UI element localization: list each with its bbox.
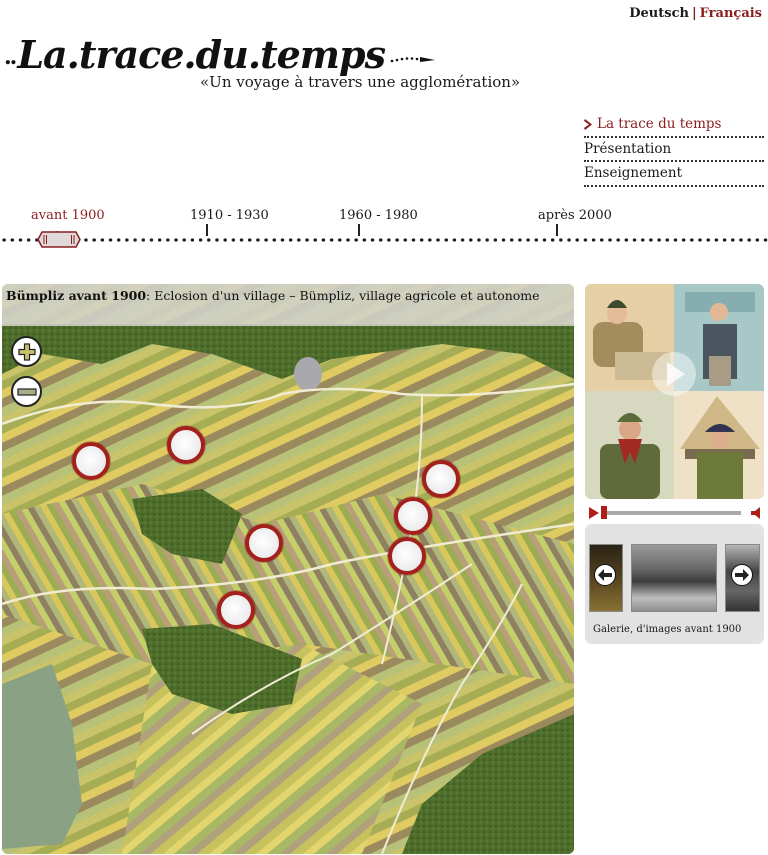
map-caption-colon: : — [146, 288, 151, 303]
timeline-tick — [206, 224, 208, 236]
gallery-caption: Galerie, d'images avant 1900 — [593, 624, 742, 635]
video-progress-knob[interactable] — [601, 506, 607, 519]
video-player[interactable] — [585, 284, 764, 499]
arrow-right-icon — [735, 569, 749, 581]
map-marker[interactable] — [167, 426, 205, 464]
video-controls — [587, 505, 763, 521]
gallery-thumbnail[interactable] — [631, 544, 717, 612]
timeline-period-avant-1900[interactable]: avant 1900 — [31, 208, 105, 223]
logo-title: La.trace.du.temps — [17, 32, 385, 77]
lang-separator: | — [691, 6, 697, 21]
timeline-tick — [358, 224, 360, 236]
plus-icon — [18, 343, 36, 361]
nav-item-label: Présentation — [584, 140, 672, 157]
nav-item-label: La trace du temps — [597, 116, 722, 133]
map-marker[interactable] — [388, 537, 426, 575]
tagline: «Un voyage à travers une agglomération» — [200, 73, 521, 91]
nav-item-label: Enseignement — [584, 165, 683, 182]
map-marker[interactable] — [72, 442, 110, 480]
timeline-track[interactable] — [0, 238, 768, 242]
map-marker[interactable] — [217, 591, 255, 629]
map-caption-text: Eclosion d'un village – Bümpliz, village agricole et autonome — [150, 288, 540, 303]
minus-icon — [17, 388, 37, 396]
map-viewport[interactable] — [2, 284, 574, 854]
timeline — [0, 200, 768, 260]
map-illustration — [2, 284, 574, 854]
map-marker[interactable] — [394, 497, 432, 535]
map-marker[interactable] — [245, 524, 283, 562]
map-caption-title: Bümpliz avant 1900 — [6, 288, 147, 303]
nav-item-presentation[interactable] — [584, 138, 764, 163]
chevron-right-icon — [584, 119, 593, 130]
map-caption — [2, 284, 574, 326]
timeline-tick — [556, 224, 558, 236]
timeline-period-1960-1980[interactable]: 1960 - 1980 — [339, 208, 418, 223]
nav-item-enseignement[interactable] — [584, 162, 764, 187]
map-marker[interactable] — [422, 460, 460, 498]
logo-arrow-icon — [389, 52, 437, 66]
lang-francais-link[interactable]: Français — [699, 6, 762, 21]
logo-dots-decoration: .. — [4, 44, 16, 70]
language-switcher — [629, 6, 762, 21]
arrow-left-icon — [598, 569, 612, 581]
play-icon[interactable] — [589, 507, 599, 519]
site-logo[interactable] — [4, 26, 437, 77]
main-nav — [584, 113, 764, 187]
lang-deutsch-link[interactable]: Deutsch — [629, 6, 689, 21]
gallery-next-button[interactable] — [731, 564, 753, 586]
image-gallery — [585, 524, 764, 644]
timeline-period-apres-2000[interactable]: après 2000 — [538, 208, 612, 223]
video-progress-bar[interactable] — [605, 511, 741, 515]
gallery-prev-button[interactable] — [594, 564, 616, 586]
zoom-out-button[interactable] — [11, 376, 42, 407]
timeline-period-1910-1930[interactable]: 1910 - 1930 — [190, 208, 269, 223]
timeline-slider-handle[interactable] — [37, 231, 81, 248]
speaker-icon[interactable] — [749, 506, 763, 520]
video-thumbnail-illustration — [585, 284, 764, 499]
nav-item-la-trace-du-temps[interactable] — [584, 113, 764, 138]
zoom-in-button[interactable] — [11, 336, 42, 367]
